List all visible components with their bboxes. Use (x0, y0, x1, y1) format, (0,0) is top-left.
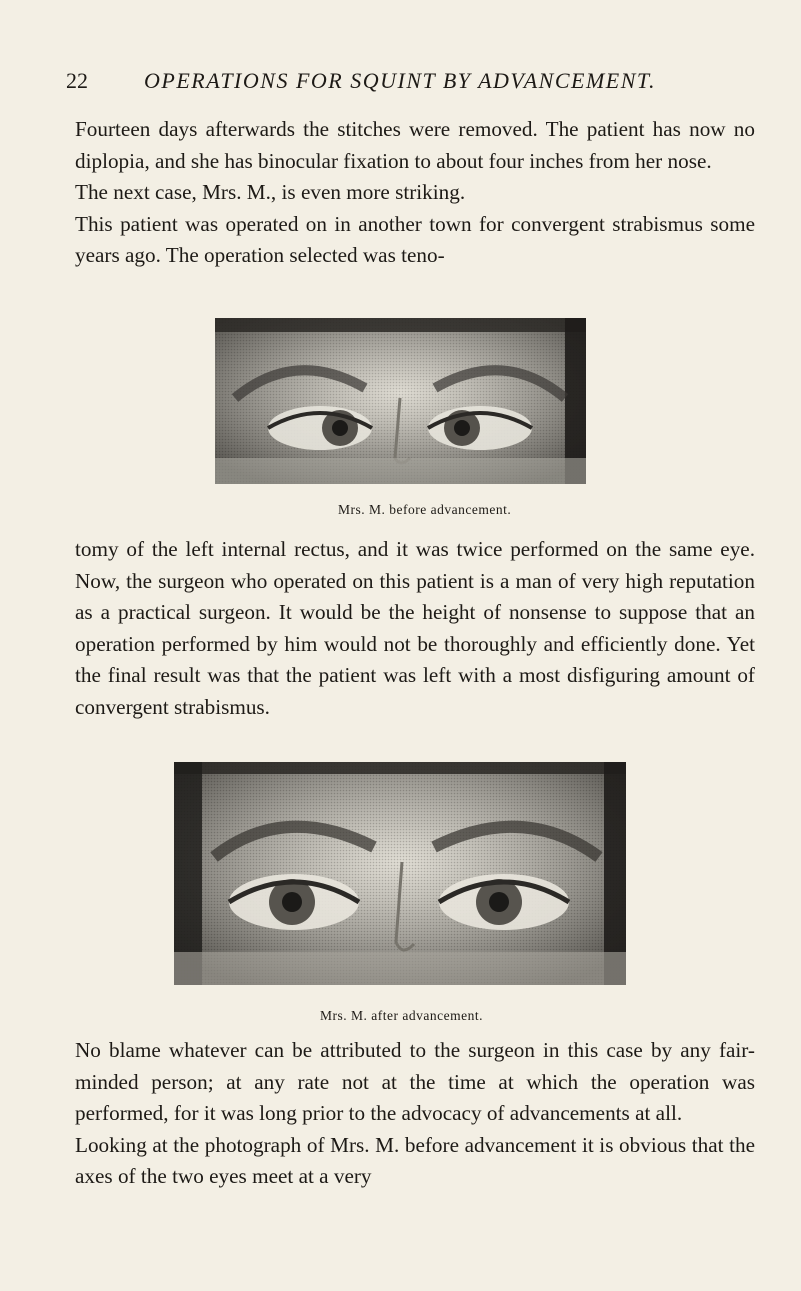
text-block-3 (75, 1035, 755, 1193)
text-block-2 (75, 534, 755, 724)
page-header (66, 68, 686, 98)
running-head: OPERATIONS FOR SQUINT BY ADVANCEMENT. (144, 68, 656, 93)
figure-before-advancement (215, 318, 586, 528)
eyes-photo-before (215, 318, 586, 484)
figure-after-advancement (174, 762, 626, 1032)
paragraph: The next case, Mrs. M., is even more striking. (75, 180, 466, 205)
paragraph: tomy of the left internal rectus, and it was twice performed on the same eye. Now, the surgeon who operated on this patient is a man of very high reputation as a practical surgeon. It would be the height of nonsense to suppose that an operation performed by him would not be thoroughly and efficiently done. Yet the final result was that the patient was left with a most disfiguring amount of convergent strabismus. (75, 537, 755, 719)
text-block-1 (75, 114, 755, 272)
figure-caption: Mrs. M. before advancement. (338, 502, 512, 517)
paragraph: This patient was operated on in another town for convergent strabismus some years ago. The operation selected was teno- (75, 211, 755, 268)
paragraph: No blame whatever can be attributed to the surgeon in this case by any fair-minded person; at any rate not at the time at which the operation was performed, for it was long prior to the advocacy of advancements at all. (75, 1038, 755, 1126)
figure-caption: Mrs. M. after advancement. (320, 1008, 483, 1023)
paragraph: Looking at the photograph of Mrs. M. before advancement it is obvious that the axes of the two eyes meet at a very (75, 1132, 755, 1189)
paragraph: Fourteen days afterwards the stitches were removed. The patient has now no diplopia, and she has binocular fixation to about four inches from her nose. (75, 117, 755, 173)
page-number: 22 (66, 68, 88, 93)
eyes-photo-after (174, 762, 626, 985)
